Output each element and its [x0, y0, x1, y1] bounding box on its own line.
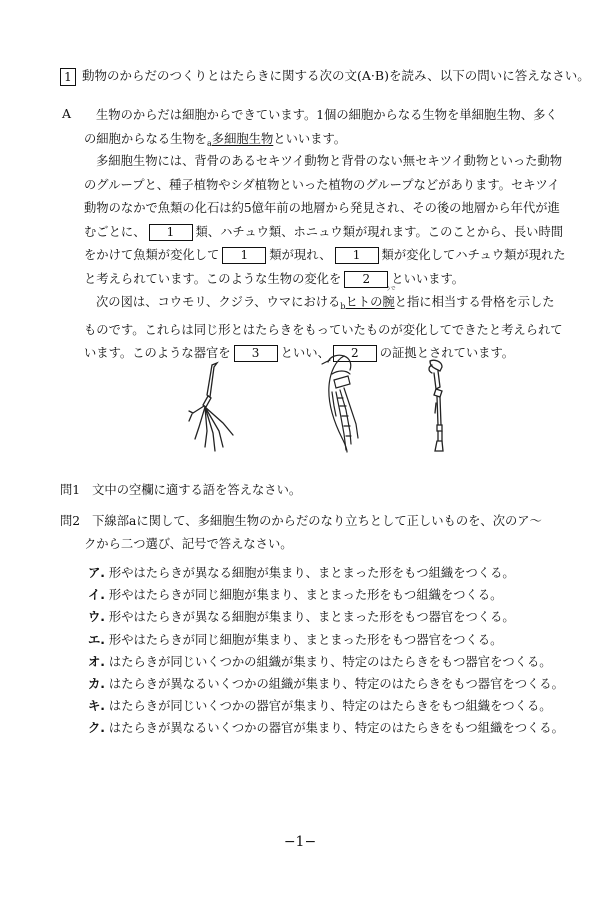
underline-marker-b: b [340, 302, 346, 311]
underlined-multicellular: 多細胞生物 [211, 131, 274, 146]
option-text: はたらきが同じいくつかの組織が集まり、特定のはたらきをもつ器官をつくる。 [108, 654, 552, 669]
option-text: はたらきが同じいくつかの器官が集まり、特定のはたらきをもつ組織をつくる。 [108, 699, 552, 714]
option-text: 形やはたらきが同じ細胞が集まり、まとまった形をもつ器官をつくる。 [108, 632, 503, 647]
q1-text: 文中の空欄に適する語を答えなさい。 [92, 483, 302, 497]
p2-l5-a: をかけて魚類が変化して [84, 248, 220, 262]
option-item [88, 584, 564, 606]
bat-wing-skeleton-figure [185, 355, 260, 455]
option-letter: ク. [88, 721, 105, 736]
q2-text-1: 下線部aに関して、多細胞生物のからだのなり立ちとして正しいものを、次のア～ [92, 514, 542, 528]
blank-1: 1 [335, 247, 379, 264]
option-text: 形やはたらきが異なる細胞が集まり、まとまった形をもつ器官をつくる。 [108, 610, 515, 625]
blank-2: 2 [333, 345, 377, 362]
p2-line-4 [84, 221, 584, 245]
underlined-human-arm [345, 286, 396, 309]
blank-2: 2 [344, 271, 388, 288]
p1-line-1: 生物のからだは細胞からできています。1個の細胞からなる生物を単細胞生物、多く [96, 108, 558, 122]
option-letter: イ. [88, 588, 105, 603]
p2-l5-b: 類が現れ、 [269, 248, 332, 262]
option-letter: カ. [88, 677, 105, 692]
question-2 [60, 510, 580, 556]
option-item [88, 606, 564, 628]
p2-line-3: 動物のなかで魚類の化石は約5億年前の地層から発見され、その後の地層から年代が進 [84, 201, 560, 215]
blank-3: 3 [234, 345, 278, 362]
option-letter: キ. [88, 699, 105, 714]
q2-line-2: クから二つ選び、記号で答えなさい。 [84, 537, 293, 551]
p1-l2-a: の細胞からなる生物を [84, 131, 207, 146]
blank-1: 1 [222, 247, 266, 264]
answer-options-list [88, 562, 564, 740]
whale-flipper-skeleton-figure [312, 352, 382, 457]
option-text: はたらきが異なるいくつかの器官が集まり、特定のはたらきをもつ組織をつくる。 [108, 721, 564, 736]
question-header [60, 66, 590, 86]
ruby-ude: うで [385, 286, 396, 292]
option-letter: オ. [88, 654, 105, 669]
q2-label: 問2 [60, 514, 81, 528]
paragraph-2 [84, 150, 584, 291]
underline-marker-a: a [206, 138, 212, 148]
option-letter: ア. [88, 566, 105, 580]
option-text: はたらきが異なるいくつかの組織が集まり、特定のはたらきをもつ器官をつくる。 [108, 677, 564, 692]
horse-leg-skeleton-figure [418, 355, 463, 455]
p2-line-6 [84, 268, 584, 292]
p2-line-1: 多細胞生物には、背骨のあるセキツイ動物と背骨のない無セキツイ動物といった動物 [96, 154, 563, 168]
option-item [88, 717, 564, 739]
page-number: −1− [283, 834, 317, 850]
p3-l1-b: と指に相当する骨格を示した [394, 295, 555, 309]
p2-l6-a: と考えられています。このような生物の変化を [84, 271, 342, 286]
option-item [88, 695, 564, 717]
q2-line-1 [60, 510, 580, 533]
p3-line-2: ものです。これらは同じ形とはたらきをもっていたものが変化してできたと考えられて [84, 322, 563, 337]
option-letter: エ. [88, 632, 105, 647]
p3-l3-b: といい、 [280, 346, 330, 360]
p2-l5-c: 類が変化してハチュウ類が現れた [381, 248, 566, 262]
question-1 [60, 479, 301, 502]
p2-l4-b: 類、ハチュウ類、ホニュウ類が現れます。このことから、長い時間 [195, 224, 564, 239]
p3-line-1 [84, 286, 584, 319]
human-arm-text: ヒトの腕 [345, 295, 395, 309]
p2-l4-a: むごとに、 [84, 224, 146, 239]
option-item [88, 673, 564, 695]
p3-l1-a: 次の図は、コウモリ、クジラ、ウマにおける [96, 295, 341, 309]
option-letter: ウ. [88, 610, 105, 625]
question-header-text: 動物のからだのつくりとはたらきに関する次の文(A·B)を読み、以下の問いに答えなさい。 [82, 68, 590, 83]
option-item [88, 629, 564, 651]
p2-l6-b: といいます。 [391, 271, 465, 286]
question-number-box: 1 [60, 68, 76, 86]
option-text: 形やはたらきが同じ細胞が集まり、まとまった形をもつ組織をつくる。 [108, 588, 503, 603]
p2-line-2: のグループと、種子植物やシダ植物といった植物のグループなどがあります。セキツイ [84, 177, 560, 192]
option-item [88, 651, 564, 673]
section-a-label: A [62, 106, 72, 121]
p2-line-5 [84, 244, 584, 268]
p3-l3-a: います。このような器官を [84, 346, 231, 360]
option-text: 形やはたらきが異なる細胞が集まり、まとまった形をもつ組織をつくる。 [108, 566, 515, 580]
p1-l2-b: といいます。 [273, 131, 347, 146]
blank-1: 1 [149, 224, 193, 241]
q1-label: 問1 [60, 483, 81, 497]
paragraph-1 [84, 104, 584, 155]
option-item [88, 562, 564, 584]
p3-l3-c: の証拠とされています。 [379, 346, 515, 360]
